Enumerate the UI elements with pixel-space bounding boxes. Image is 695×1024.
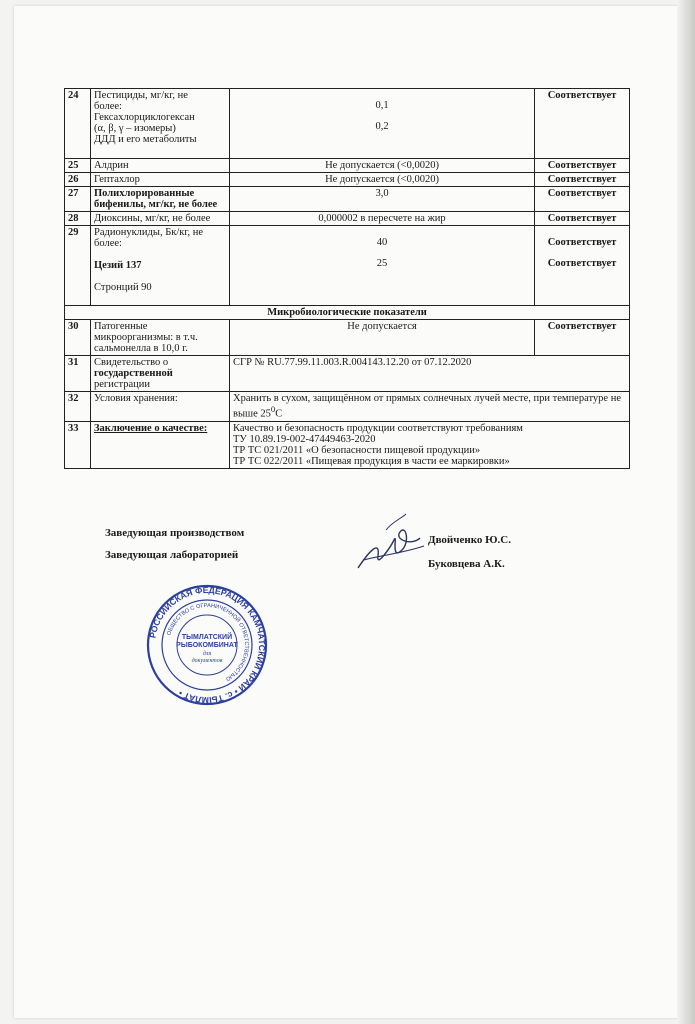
conclusion-line: ТР ТС 022/2011 «Пищевая продукция в части ее маркировки» [233, 455, 510, 467]
compliance-status: Соответствует [535, 320, 630, 356]
parameter-name [91, 159, 230, 173]
table-row [65, 159, 630, 173]
role-laboratory: Заведующая лабораторией [105, 549, 239, 561]
storage-conditions [230, 392, 630, 422]
parameter-line: Свидетельство о [94, 357, 169, 368]
norm-value-line: 0,2 [375, 121, 389, 132]
name-laboratory: Буковцева А.К. [428, 558, 505, 570]
compliance-status: Соответствует [547, 213, 617, 224]
name-production: Двойченко Ю.С. [428, 534, 511, 546]
parameter-line: микроорганизмы: в т.ч. [94, 332, 198, 343]
parameter-line: Гептахлор [94, 174, 140, 185]
table-row [65, 226, 630, 306]
norm-value: Не допускается [230, 320, 535, 356]
row-number: 32 [65, 392, 91, 422]
stamp-center-2: РЫБОКОМБИНАТ [176, 642, 238, 649]
parameter-line: Гексахлорциклогексан [94, 112, 195, 123]
parameter-name [91, 356, 230, 392]
conclusion-line: Качество и безопасность продукции соответствуют требованиям [233, 422, 523, 434]
compliance-status: Соответствует [547, 237, 617, 248]
compliance-cell [535, 187, 630, 212]
compliance-cell [535, 212, 630, 226]
norm-value-line: 40 [376, 237, 388, 248]
norm-value [230, 159, 535, 173]
row-number: 28 [65, 212, 91, 226]
norm-value [230, 226, 535, 306]
compliance-status: Соответствует [547, 188, 617, 199]
table-row [65, 320, 630, 356]
parameter-line: регистрации [94, 379, 150, 390]
compliance-cell [535, 159, 630, 173]
row-number: 26 [65, 173, 91, 187]
norm-value-line: 0,000002 в пересчете на жир [318, 213, 446, 224]
norm-value [230, 89, 535, 159]
parameter-line: сальмонелла в 10,0 г. [94, 343, 188, 354]
norm-value-line: 25 [376, 258, 388, 269]
row-number: 27 [65, 187, 91, 212]
parameter-name: Условия хранения: [91, 392, 230, 422]
row-number: 33 [65, 421, 91, 468]
section-row [65, 306, 630, 320]
table-row [65, 89, 630, 159]
parameter-line: Полихлорированные [94, 188, 195, 199]
norm-value [230, 212, 535, 226]
compliance-cell [535, 89, 630, 159]
stamp-center-4: документов [191, 658, 223, 664]
parameter-line [94, 249, 226, 260]
parameter-line: (α, β, γ – изомеры) [94, 123, 176, 134]
parameter-name [91, 89, 230, 159]
stamp-center-1: ТЫМЛАТСКИЙ [181, 634, 233, 641]
parameter-line: Пестициды, мг/кг, не [94, 90, 188, 101]
parameter-name [91, 226, 230, 306]
paper-edge [677, 0, 695, 1024]
table-row [65, 392, 630, 422]
parameter-line: Цезий 137 [94, 260, 142, 271]
section-title: Микробиологические показатели [65, 306, 630, 320]
parameter-line: Алдрин [94, 160, 129, 171]
stamp-outer-text: РОССИЙСКАЯ ФЕДЕРАЦИЯ КАМЧАТСКИЙ КРАЙ • с. ТЫМЛАТ • [147, 584, 268, 706]
compliance-status: Соответствует [547, 258, 617, 269]
norm-value-line: 0,1 [375, 100, 389, 111]
row-number: 30 [65, 320, 91, 356]
parameter-name [91, 187, 230, 212]
parameter-line: более: [94, 101, 122, 112]
storage-text: Хранить в сухом, защищённом от прямых солнечных лучей месте, при температуре не выше 25 [233, 393, 621, 420]
parameter-name: Заключение о качестве: [91, 421, 230, 468]
row-number: 25 [65, 159, 91, 173]
parameter-line: Патогенные [94, 321, 148, 332]
degree-sign: 0 [270, 404, 276, 414]
norm-value-line: Не допускается (<0,0020) [325, 174, 439, 185]
parameter-line: государственной [94, 368, 173, 379]
stamp-inner-text: ОБЩЕСТВО С ОГРАНИЧЕННОЙ ОТВЕТСТВЕННОСТЬЮ [166, 602, 250, 682]
parameter-name [91, 320, 230, 356]
parameter-line [94, 271, 226, 282]
storage-unit: С [275, 408, 283, 420]
parameter-line: Стронций 90 [94, 282, 152, 293]
parameter-line: бифенилы, мг/кг, не более [94, 199, 218, 210]
norm-value-line: Не допускается (<0,0020) [325, 160, 439, 171]
parameter-line: Радионуклиды, Бк/кг, не [94, 227, 203, 238]
parameter-line: более: [94, 238, 122, 249]
conclusion-line: ТУ 10.89.19-002-47449463-2020 [233, 433, 376, 445]
parameter-name [91, 173, 230, 187]
role-production: Заведующая производством [105, 527, 245, 539]
compliance-status: Соответствует [547, 174, 617, 185]
norm-value [230, 173, 535, 187]
row-number: 29 [65, 226, 91, 306]
stamp-center-3: для [202, 651, 212, 657]
parameter-name [91, 212, 230, 226]
conclusion-line: ТР ТС 021/2011 «О безопасности пищевой продукции» [233, 444, 481, 456]
compliance-status: Соответствует [547, 160, 617, 171]
table-row [65, 356, 630, 392]
table-row [65, 421, 630, 468]
table-row [65, 187, 630, 212]
compliance-cell [535, 226, 630, 306]
norm-value [230, 187, 535, 212]
row-number: 24 [65, 89, 91, 159]
norm-value-line: 3,0 [375, 188, 389, 199]
parameter-line: Диоксины, мг/кг, не более [94, 213, 211, 224]
table-row [65, 212, 630, 226]
row-number: 31 [65, 356, 91, 392]
compliance-cell [535, 173, 630, 187]
compliance-status: Соответствует [547, 90, 617, 101]
table-row [65, 173, 630, 187]
quality-conclusion [230, 421, 630, 468]
registration-value: СГР № RU.77.99.11.003.R.004143.12.20 от 07.12.2020 [230, 356, 630, 392]
results-table [64, 88, 630, 469]
parameter-line: ДДД и его метаболиты [94, 134, 197, 145]
